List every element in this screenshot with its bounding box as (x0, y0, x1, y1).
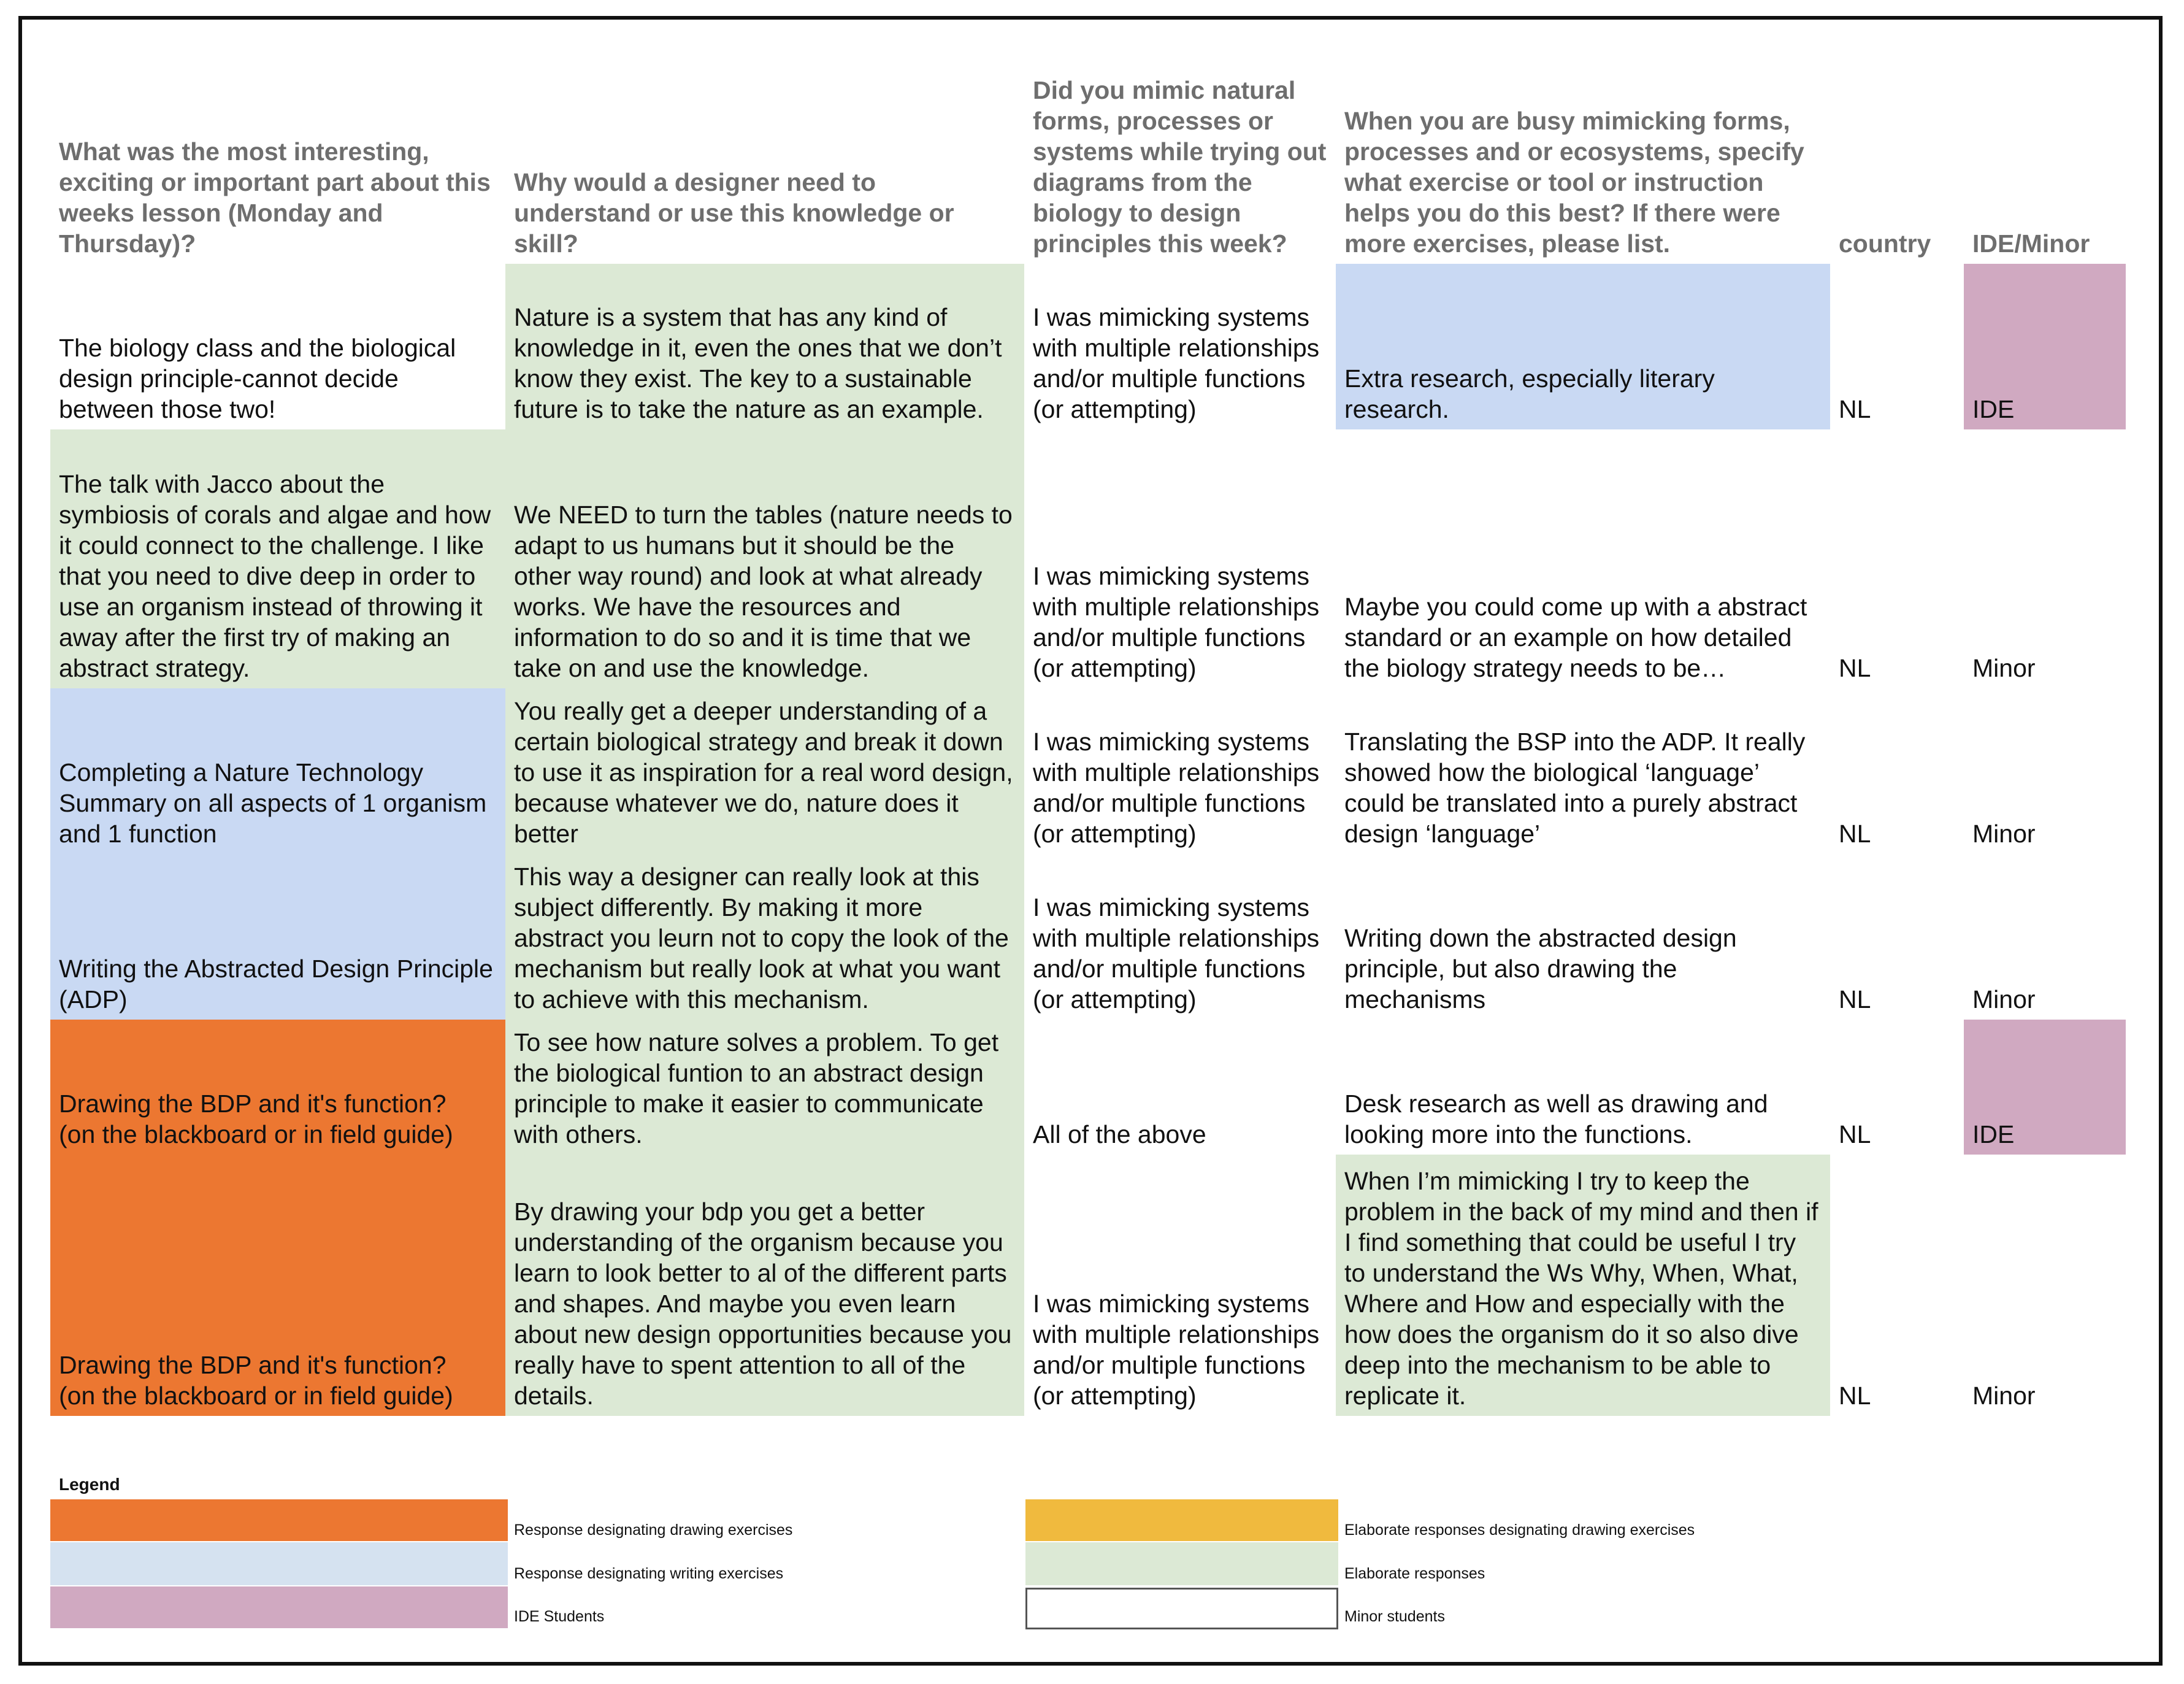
legend-label-ide: IDE Students (514, 1608, 605, 1625)
row-1-q4: Extra research, especially literary research. (1336, 264, 1830, 429)
row-1-country: NL (1839, 395, 1871, 423)
row-1-group: IDE (1964, 264, 2126, 429)
legend-label-minor: Minor students (1344, 1608, 1445, 1625)
row-3-country: NL (1839, 820, 1871, 848)
row-6-q1: Drawing the BDP and it's function? (on the blackboard or in field guide) (50, 1155, 505, 1416)
row-2-q1: The talk with Jacco about the symbiosis of corals and algae and how it could connect to the challenge. I like that you need to dive deep in order to use an organism instead of throwing it away after the first try of making an abstract strategy. (50, 429, 505, 688)
legend-swatch-ide (50, 1586, 508, 1628)
row-4-q4: Writing down the abstracted design principle, but also drawing the mechanisms (1344, 924, 1737, 1013)
row-5-q3: All of the above (1033, 1120, 1206, 1148)
row-2-group: Minor (1972, 654, 2036, 682)
row-2-q4: Maybe you could come up with a abstract standard or an example on how detailed the biology strategy needs to be… (1344, 593, 1807, 682)
header-q1: What was the most interesting, exciting or important part about this weeks lesson (Monday and Thursday)? (59, 137, 491, 258)
row-4-country: NL (1839, 985, 1871, 1013)
row-4-q2: This way a designer can really look at this subject differently. By making it more abstract you leurn not to copy the look of the mechanism but really look at what you want to achieve with this mechanism. (505, 854, 1024, 1020)
row-1-q1: The biology class and the biological design principle-cannot decide between those two! (59, 334, 456, 423)
legend-label-elaborate: Elaborate responses (1344, 1565, 1485, 1582)
row-6-group: Minor (1972, 1382, 2036, 1410)
row-6-country: NL (1839, 1382, 1871, 1410)
row-2-q2: We NEED to turn the tables (nature needs to adapt to us humans but it should be the other way round) and look at what already works. We have the resources and information to do so and it is time that we take on and use the knowledge. (505, 429, 1024, 688)
legend-label-writing: Response designating writing exercises (514, 1565, 784, 1582)
legend-swatch-elaborate (1025, 1542, 1338, 1585)
legend-swatch-minor (1025, 1588, 1338, 1629)
row-5-country: NL (1839, 1120, 1871, 1148)
row-1-q3: I was mimicking systems with multiple relationships and/or multiple functions (or attempting) (1033, 303, 1320, 423)
row-3-group: Minor (1972, 820, 2036, 848)
header-q3: Did you mimic natural forms, processes or systems while trying out diagrams from the biology to design principles this week? (1033, 76, 1327, 258)
row-5-group: IDE (1964, 1020, 2126, 1155)
legend-swatch-drawing (50, 1499, 508, 1541)
row-4-group: Minor (1972, 985, 2036, 1013)
row-2-q3: I was mimicking systems with multiple relationships and/or multiple functions (or attempting) (1033, 562, 1320, 682)
legend-swatch-elaborate-drawing (1025, 1499, 1338, 1541)
header-q2: Why would a designer need to understand or use this knowledge or skill? (514, 168, 954, 258)
legend-title: Legend (59, 1475, 120, 1494)
legend-label-drawing: Response designating drawing exercises (514, 1521, 793, 1539)
header-group: IDE/Minor (1972, 229, 2090, 258)
row-6-q4: When I’m mimicking I try to keep the problem in the back of my mind and then if I find something that could be useful I try to understand the Ws Why, When, What, Where and How and especially with the how does the organism do it so also dive deep into the mechanism to be able to replicate it. (1336, 1155, 1830, 1416)
row-6-q2: By drawing your bdp you get a better understanding of the organism because you learn to look better to al of the different parts and shapes. And maybe you even learn about new design opportunities because you really have to spent attention to all of the details. (505, 1155, 1024, 1416)
row-5-q4: Desk research as well as drawing and looking more into the functions. (1344, 1090, 1768, 1148)
row-6-q3: I was mimicking systems with multiple relationships and/or multiple functions (or attempting) (1033, 1290, 1320, 1410)
row-4-q1: Writing the Abstracted Design Principle (ADP) (50, 854, 505, 1020)
row-3-q1: Completing a Nature Technology Summary on all aspects of 1 organism and 1 function (50, 688, 505, 854)
row-3-q4: Translating the BSP into the ADP. It really showed how the biological ‘language’ could be translated into a purely abstract design ‘language’ (1344, 728, 1806, 848)
header-country: country (1839, 229, 1931, 258)
legend-label-elaborate-drawing: Elaborate responses designating drawing exercises (1344, 1521, 1695, 1539)
row-1-q2: Nature is a system that has any kind of knowledge in it, even the ones that we don’t know they exist. The key to a sustainable future is to take the nature as an example. (505, 264, 1024, 429)
header-q4: When you are busy mimicking forms, processes and or ecosystems, specify what exercise or tool or instruction helps you do this best? If there were more exercises, please list. (1344, 107, 1804, 258)
row-4-q3: I was mimicking systems with multiple relationships and/or multiple functions (or attempting) (1033, 893, 1320, 1013)
legend-swatch-writing (50, 1542, 508, 1585)
row-3-q2: You really get a deeper understanding of a certain biological strategy and break it down to use it as inspiration for a real word design, because whatever we do, nature does it better (505, 688, 1024, 854)
row-5-q2: To see how nature solves a problem. To get the biological funtion to an abstract design principle to make it easier to communicate with others. (505, 1020, 1024, 1155)
row-2-country: NL (1839, 654, 1871, 682)
row-5-q1: Drawing the BDP and it's function? (on the blackboard or in field guide) (50, 1020, 505, 1155)
row-3-q3: I was mimicking systems with multiple relationships and/or multiple functions (or attempting) (1033, 728, 1320, 848)
